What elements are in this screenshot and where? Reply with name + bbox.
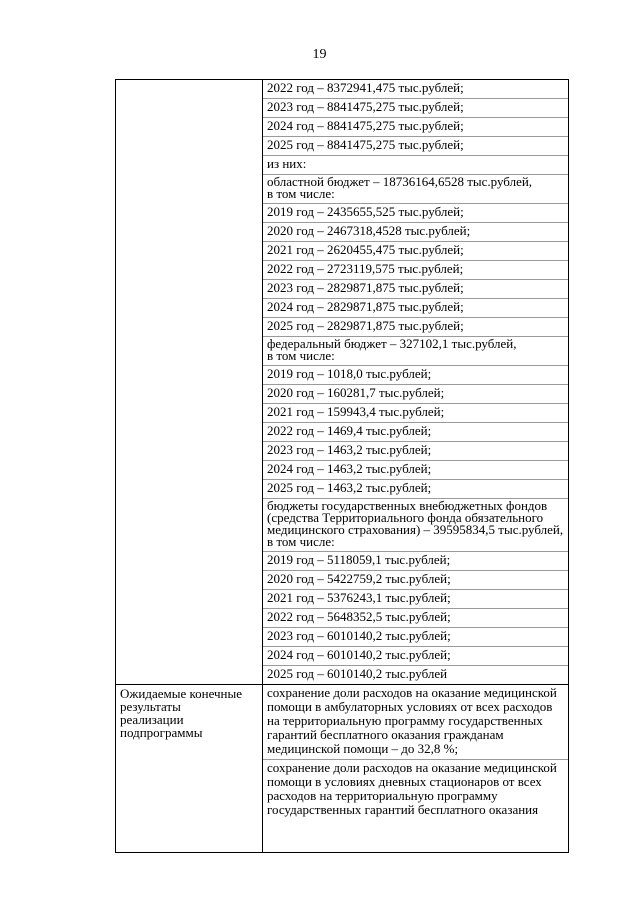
funds-line: 2023 год – 6010140,2 тыс.рублей; <box>263 628 568 647</box>
regional-line: 2021 год – 2620455,475 тыс.рублей; <box>263 242 568 261</box>
regional-budget-header: областной бюджет – 18736164,6528 тыс.рублей, в том числе: <box>263 175 568 204</box>
page-number: 19 <box>312 47 327 62</box>
federal-line: 2023 год – 1463,2 тыс.рублей; <box>263 442 568 461</box>
results-label: Ожидаемые конечные результаты реализации подпрограммы <box>120 686 243 740</box>
result-paragraph-ambulatory: сохранение доли расходов на оказание медицинской помощи в амбулаторных условиях от всех расходов на территориальную программу государственных гарантий бесплатного оказания гражданам медицинской помощи – до 32,8 %; <box>263 685 568 760</box>
upper-left-cell <box>116 80 263 685</box>
result-paragraph-day-hospital: сохранение доли расходов на оказание медицинской помощи в условиях дневных стационаров от всех расходов на территориальную программу государственных гарантий бесплатного оказания <box>267 760 557 817</box>
results-content-cell <box>263 685 569 853</box>
funds-line: 2021 год – 5376243,1 тыс.рублей; <box>263 590 568 609</box>
funding-line: 2025 год – 8841475,275 тыс.рублей; <box>263 137 568 156</box>
federal-budget-header: федеральный бюджет – 327102,1 тыс.рублей, в том числе: <box>263 337 568 366</box>
funds-line: 2022 год – 5648352,5 тыс.рублей; <box>263 609 568 628</box>
federal-line: 2024 год – 1463,2 тыс.рублей; <box>263 461 568 480</box>
results-label-cell <box>116 685 263 853</box>
funding-cell <box>263 80 569 685</box>
regional-line: 2024 год – 2829871,875 тыс.рублей; <box>263 299 568 318</box>
funding-line: 2023 год – 8841475,275 тыс.рублей; <box>263 99 568 118</box>
funds-line: 2019 год – 5118059,1 тыс.рублей; <box>263 552 568 571</box>
funding-line: 2022 год – 8372941,475 тыс.рублей; <box>263 80 568 99</box>
federal-line: 2025 год – 1463,2 тыс.рублей; <box>263 480 568 499</box>
federal-line: 2021 год – 159943,4 тыс.рублей; <box>263 404 568 423</box>
federal-line: 2020 год – 160281,7 тыс.рублей; <box>263 385 568 404</box>
regional-line: 2019 год – 2435655,525 тыс.рублей; <box>263 204 568 223</box>
extrabudgetary-funds-header: бюджеты государственных внебюджетных фондов (средства Территориального фонда обязательного медицинского страхования) – 39595834,5 тыс.рублей, в том числе: <box>263 499 568 552</box>
regional-line: 2023 год – 2829871,875 тыс.рублей; <box>263 280 568 299</box>
funds-line: 2025 год – 6010140,2 тыс.рублей <box>267 666 448 681</box>
funds-line: 2020 год – 5422759,2 тыс.рублей; <box>263 571 568 590</box>
subprogram-passport-table <box>115 79 569 853</box>
regional-line: 2025 год – 2829871,875 тыс.рублей; <box>263 318 568 337</box>
regional-line: 2020 год – 2467318,4528 тыс.рублей; <box>263 223 568 242</box>
federal-line: 2019 год – 1018,0 тыс.рублей; <box>263 366 568 385</box>
funds-line: 2024 год – 6010140,2 тыс.рублей; <box>263 647 568 666</box>
funding-line: из них: <box>263 156 568 175</box>
federal-line: 2022 год – 1469,4 тыс.рублей; <box>263 423 568 442</box>
regional-line: 2022 год – 2723119,575 тыс.рублей; <box>263 261 568 280</box>
funding-line: 2024 год – 8841475,275 тыс.рублей; <box>263 118 568 137</box>
